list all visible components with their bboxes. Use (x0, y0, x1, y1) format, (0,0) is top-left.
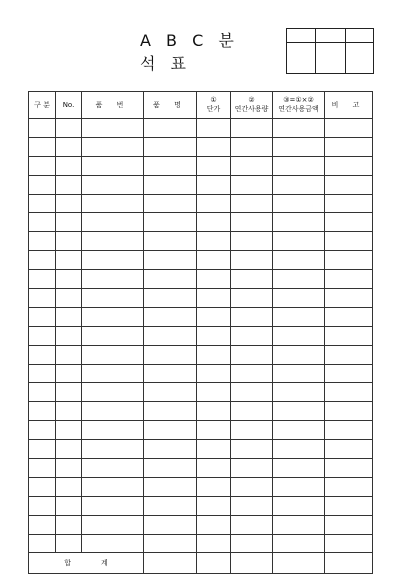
table-cell[interactable] (144, 175, 197, 194)
table-cell[interactable] (231, 289, 273, 308)
abc-analysis-table (28, 91, 373, 574)
table-cell[interactable] (325, 515, 373, 534)
table-row (29, 383, 373, 402)
table-cell[interactable] (144, 289, 197, 308)
table-cell[interactable] (273, 270, 325, 289)
table-cell[interactable] (144, 421, 197, 440)
total-cell[interactable] (144, 553, 197, 574)
table-cell[interactable] (29, 402, 56, 421)
table-cell[interactable] (29, 345, 56, 364)
table-cell[interactable] (231, 175, 273, 194)
table-cell[interactable] (273, 175, 325, 194)
table-body (29, 119, 373, 553)
table-cell[interactable] (273, 289, 325, 308)
table-row (29, 477, 373, 496)
col-header-annual-quantity: ② 연간사용량 (231, 92, 273, 119)
table-cell[interactable] (231, 440, 273, 459)
table-cell[interactable] (325, 345, 373, 364)
total-cell[interactable] (273, 553, 325, 574)
table-cell[interactable] (325, 232, 373, 251)
table-cell[interactable] (231, 364, 273, 383)
approval-box (286, 28, 374, 74)
table-cell[interactable] (29, 364, 56, 383)
table-cell[interactable] (56, 137, 82, 156)
table-cell[interactable] (273, 232, 325, 251)
approval-header-cell (316, 29, 346, 43)
approval-sign-cell[interactable] (316, 43, 346, 74)
col-header-unit-price: ① 단가 (197, 92, 231, 119)
table-cell[interactable] (273, 421, 325, 440)
table-cell[interactable] (197, 307, 231, 326)
table-cell[interactable] (82, 440, 144, 459)
table-cell[interactable] (82, 270, 144, 289)
table-cell[interactable] (56, 534, 82, 553)
table-cell[interactable] (197, 364, 231, 383)
table-cell[interactable] (231, 307, 273, 326)
table-cell[interactable] (56, 440, 82, 459)
table-row (29, 496, 373, 515)
table-row (29, 232, 373, 251)
table-cell[interactable] (325, 364, 373, 383)
col-header-remarks: 비 고 (325, 92, 373, 119)
table-cell[interactable] (29, 289, 56, 308)
col-header-part-name: 품 명 (144, 92, 197, 119)
table-cell[interactable] (231, 251, 273, 270)
table-cell[interactable] (29, 477, 56, 496)
table-cell[interactable] (197, 119, 231, 138)
table-cell[interactable] (325, 156, 373, 175)
table-cell[interactable] (144, 364, 197, 383)
table-row (29, 270, 373, 289)
table-cell[interactable] (82, 364, 144, 383)
table-cell[interactable] (325, 175, 373, 194)
table-cell[interactable] (29, 326, 56, 345)
table-cell[interactable] (82, 232, 144, 251)
table-cell[interactable] (29, 534, 56, 553)
table-cell[interactable] (273, 194, 325, 213)
table-cell[interactable] (325, 213, 373, 232)
table-row (29, 307, 373, 326)
table-row (29, 345, 373, 364)
table-cell[interactable] (197, 270, 231, 289)
table-cell[interactable] (273, 307, 325, 326)
total-row (29, 553, 373, 574)
table-cell[interactable] (325, 326, 373, 345)
table-cell[interactable] (325, 421, 373, 440)
table-row (29, 137, 373, 156)
table-cell[interactable] (197, 534, 231, 553)
table-cell[interactable] (325, 440, 373, 459)
total-cell[interactable] (231, 553, 273, 574)
table-cell[interactable] (231, 119, 273, 138)
table-row (29, 515, 373, 534)
table-cell[interactable] (82, 251, 144, 270)
table-cell[interactable] (231, 421, 273, 440)
table-cell[interactable] (82, 194, 144, 213)
table-cell[interactable] (197, 251, 231, 270)
table-cell[interactable] (29, 194, 56, 213)
table-row (29, 156, 373, 175)
table-cell[interactable] (231, 383, 273, 402)
table-row (29, 326, 373, 345)
table-cell[interactable] (144, 534, 197, 553)
total-cell[interactable] (197, 553, 231, 574)
table-cell[interactable] (231, 402, 273, 421)
page-title: A B C 분 석 표 (140, 31, 239, 73)
table-row (29, 364, 373, 383)
table-cell[interactable] (325, 251, 373, 270)
table-cell[interactable] (197, 232, 231, 251)
table-cell[interactable] (56, 345, 82, 364)
table-cell[interactable] (273, 534, 325, 553)
table-cell[interactable] (197, 383, 231, 402)
table-row (29, 440, 373, 459)
table-cell[interactable] (144, 270, 197, 289)
table-cell[interactable] (144, 459, 197, 478)
table-cell[interactable] (56, 496, 82, 515)
approval-header-cell (346, 29, 374, 43)
table-cell[interactable] (144, 515, 197, 534)
table-cell[interactable] (29, 459, 56, 478)
table-cell[interactable] (144, 326, 197, 345)
table-cell[interactable] (82, 496, 144, 515)
table-cell[interactable] (325, 402, 373, 421)
table-cell[interactable] (144, 496, 197, 515)
table-cell[interactable] (273, 213, 325, 232)
table-cell[interactable] (29, 175, 56, 194)
table-cell[interactable] (144, 402, 197, 421)
table-cell[interactable] (82, 345, 144, 364)
table-row (29, 213, 373, 232)
table-row (29, 402, 373, 421)
table-cell[interactable] (273, 515, 325, 534)
table-cell[interactable] (56, 459, 82, 478)
table-cell[interactable] (231, 459, 273, 478)
table-cell[interactable] (29, 232, 56, 251)
table-cell[interactable] (29, 307, 56, 326)
table-cell[interactable] (29, 515, 56, 534)
table-cell[interactable] (56, 213, 82, 232)
table-row (29, 289, 373, 308)
table-cell[interactable] (82, 156, 144, 175)
table-row (29, 251, 373, 270)
table-cell[interactable] (273, 496, 325, 515)
table-cell[interactable] (144, 156, 197, 175)
table-cell[interactable] (231, 326, 273, 345)
table-cell[interactable] (56, 307, 82, 326)
table-cell[interactable] (273, 459, 325, 478)
table-row (29, 459, 373, 478)
table-cell[interactable] (325, 194, 373, 213)
table-cell[interactable] (29, 119, 56, 138)
table-cell[interactable] (29, 251, 56, 270)
col-header-no: No. (56, 92, 82, 119)
approval-sign-cell[interactable] (346, 43, 374, 74)
table-cell[interactable] (29, 156, 56, 175)
table-cell[interactable] (231, 156, 273, 175)
table-cell[interactable] (273, 383, 325, 402)
table-cell[interactable] (144, 307, 197, 326)
table-cell[interactable] (29, 270, 56, 289)
table-row (29, 534, 373, 553)
table-cell[interactable] (231, 477, 273, 496)
table-cell[interactable] (82, 137, 144, 156)
table-cell[interactable] (29, 496, 56, 515)
table-cell[interactable] (82, 515, 144, 534)
table-cell[interactable] (82, 421, 144, 440)
table-cell[interactable] (82, 383, 144, 402)
table-cell[interactable] (231, 194, 273, 213)
table-cell[interactable] (56, 194, 82, 213)
table-cell[interactable] (273, 156, 325, 175)
table-cell[interactable] (29, 383, 56, 402)
col-header-part-number: 품 번 (82, 92, 144, 119)
table-cell[interactable] (197, 459, 231, 478)
table-cell[interactable] (231, 515, 273, 534)
table-cell[interactable] (325, 534, 373, 553)
table-cell[interactable] (325, 477, 373, 496)
table-cell[interactable] (82, 534, 144, 553)
table-cell[interactable] (273, 440, 325, 459)
table-cell[interactable] (197, 137, 231, 156)
table-cell[interactable] (144, 345, 197, 364)
table-cell[interactable] (197, 496, 231, 515)
table-cell[interactable] (231, 345, 273, 364)
table-cell[interactable] (56, 119, 82, 138)
table-cell[interactable] (144, 251, 197, 270)
table-cell[interactable] (273, 345, 325, 364)
table-cell[interactable] (197, 175, 231, 194)
table-cell[interactable] (325, 459, 373, 478)
table-cell[interactable] (231, 137, 273, 156)
table-cell[interactable] (231, 270, 273, 289)
table-cell[interactable] (82, 459, 144, 478)
table-cell[interactable] (325, 119, 373, 138)
table-cell[interactable] (325, 496, 373, 515)
table-cell[interactable] (29, 421, 56, 440)
table-cell[interactable] (82, 213, 144, 232)
table-cell[interactable] (56, 402, 82, 421)
table-cell[interactable] (197, 156, 231, 175)
approval-header-cell (287, 29, 316, 43)
table-cell[interactable] (197, 402, 231, 421)
table-cell[interactable] (325, 383, 373, 402)
table-cell[interactable] (197, 515, 231, 534)
table-cell[interactable] (29, 137, 56, 156)
table-cell[interactable] (82, 307, 144, 326)
table-cell[interactable] (197, 289, 231, 308)
table-row (29, 119, 373, 138)
table-cell[interactable] (56, 156, 82, 175)
table-cell[interactable] (82, 175, 144, 194)
table-cell[interactable] (273, 119, 325, 138)
table-cell[interactable] (325, 137, 373, 156)
table-cell[interactable] (56, 251, 82, 270)
table-cell[interactable] (197, 194, 231, 213)
table-cell[interactable] (144, 477, 197, 496)
table-cell[interactable] (82, 477, 144, 496)
table-cell[interactable] (56, 232, 82, 251)
table-cell[interactable] (56, 326, 82, 345)
table-cell[interactable] (273, 326, 325, 345)
table-cell[interactable] (82, 402, 144, 421)
total-cell[interactable] (325, 553, 373, 574)
table-cell[interactable] (144, 137, 197, 156)
table-cell[interactable] (273, 137, 325, 156)
table-row (29, 194, 373, 213)
table-cell[interactable] (197, 213, 231, 232)
table-cell[interactable] (273, 364, 325, 383)
table-cell[interactable] (56, 477, 82, 496)
table-cell[interactable] (231, 213, 273, 232)
table-row (29, 175, 373, 194)
table-cell[interactable] (82, 119, 144, 138)
table-cell[interactable] (29, 440, 56, 459)
table-cell[interactable] (273, 402, 325, 421)
table-cell[interactable] (273, 251, 325, 270)
table-cell[interactable] (325, 307, 373, 326)
table-header-row (29, 92, 373, 119)
table-cell[interactable] (56, 364, 82, 383)
table-cell[interactable] (144, 232, 197, 251)
table-cell[interactable] (82, 326, 144, 345)
table-cell[interactable] (197, 440, 231, 459)
col-header-annual-amount: ③=①×② 연간사용금액 (273, 92, 325, 119)
table-cell[interactable] (56, 515, 82, 534)
table-cell[interactable] (197, 477, 231, 496)
table-cell[interactable] (197, 421, 231, 440)
table-cell[interactable] (56, 421, 82, 440)
table-cell[interactable] (144, 119, 197, 138)
table-cell[interactable] (144, 194, 197, 213)
table-cell[interactable] (144, 213, 197, 232)
table-cell[interactable] (144, 383, 197, 402)
table-cell[interactable] (56, 383, 82, 402)
total-label: 합 계 (29, 553, 144, 574)
table-cell[interactable] (197, 326, 231, 345)
table-cell[interactable] (29, 213, 56, 232)
table-cell[interactable] (325, 289, 373, 308)
table-row (29, 421, 373, 440)
table-cell[interactable] (56, 270, 82, 289)
table-cell[interactable] (82, 289, 144, 308)
table-cell[interactable] (325, 270, 373, 289)
table-cell[interactable] (144, 440, 197, 459)
table-cell[interactable] (231, 496, 273, 515)
table-cell[interactable] (56, 175, 82, 194)
table-cell[interactable] (273, 477, 325, 496)
approval-sign-cell[interactable] (287, 43, 316, 74)
col-header-category: 구 분 (29, 92, 56, 119)
table-cell[interactable] (197, 345, 231, 364)
table-cell[interactable] (231, 534, 273, 553)
table-cell[interactable] (56, 289, 82, 308)
table-cell[interactable] (231, 232, 273, 251)
